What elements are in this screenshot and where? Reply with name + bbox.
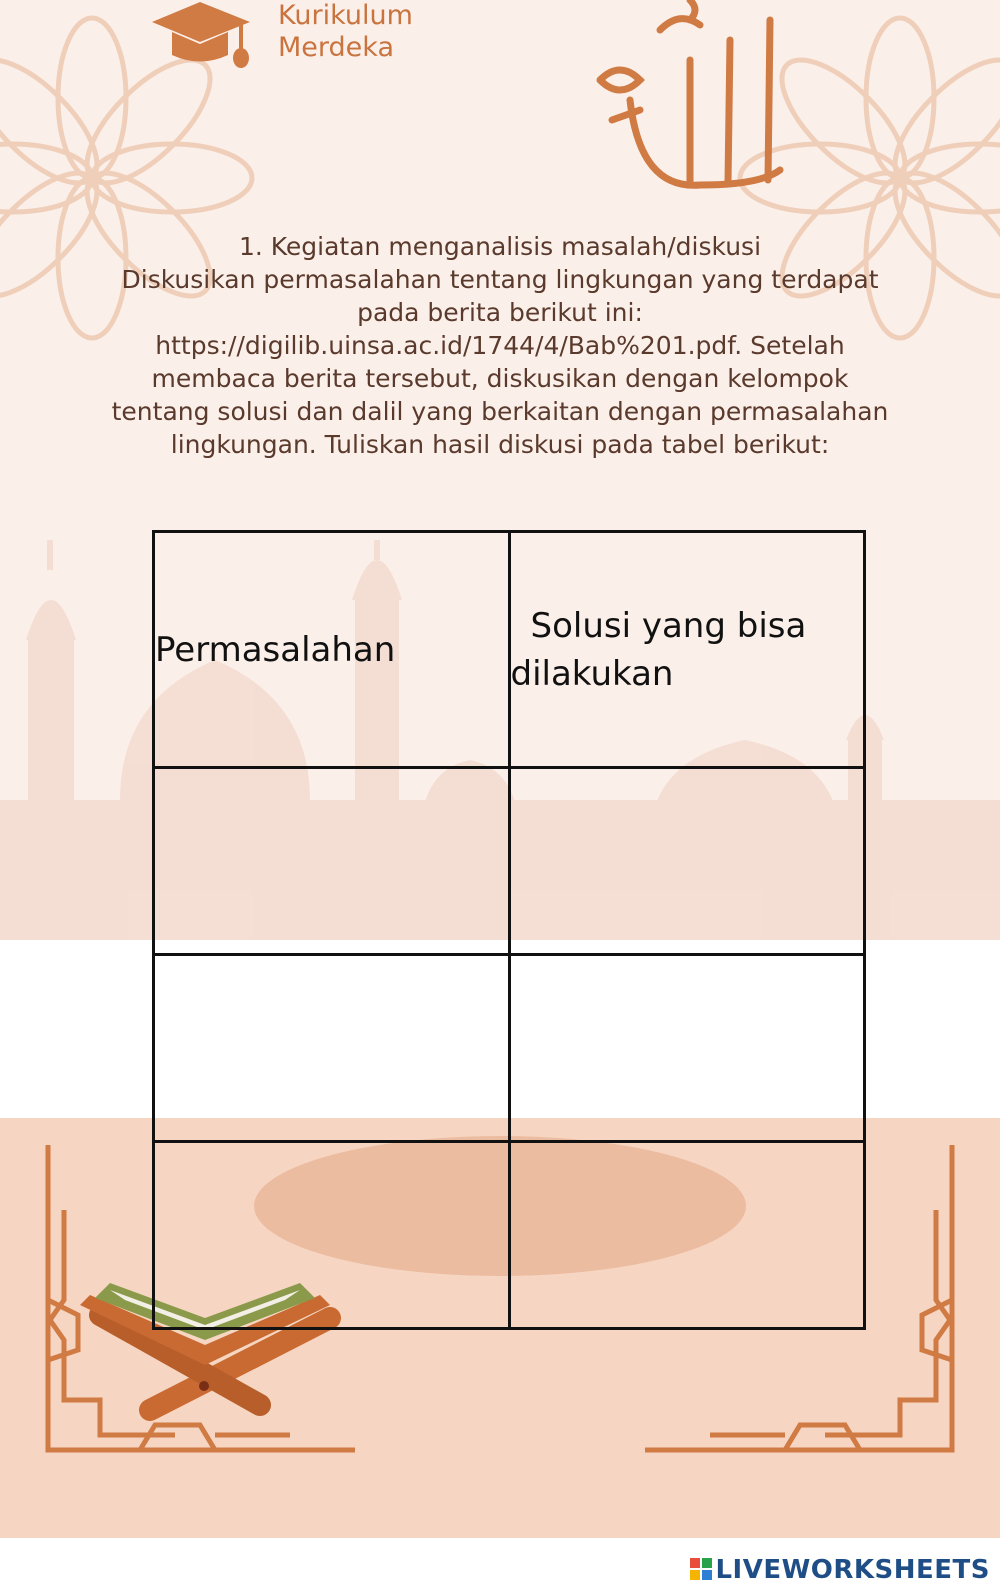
curriculum-label bbox=[278, 0, 438, 64]
answer-cell-problem-2[interactable] bbox=[154, 955, 510, 1142]
answer-cell-solution-1[interactable] bbox=[509, 768, 865, 955]
answer-cell-problem-1[interactable] bbox=[154, 768, 510, 955]
curriculum-label-line2: Merdeka bbox=[278, 32, 394, 63]
header-permasalahan-text: Permasalahan bbox=[155, 629, 396, 670]
liveworksheets-logo[interactable] bbox=[690, 1555, 990, 1585]
answer-cell-solution-2[interactable] bbox=[509, 955, 865, 1142]
table-row bbox=[154, 955, 865, 1142]
liveworksheets-brand: LIVEWORKSHEETS bbox=[715, 1555, 990, 1585]
liveworksheets-mark-icon bbox=[690, 1558, 712, 1580]
instructions bbox=[100, 230, 900, 461]
discussion-table bbox=[152, 530, 866, 1330]
instructions-heading: 1. Kegiatan menganalisis masalah/diskusi bbox=[238, 232, 762, 261]
answer-cell-problem-3[interactable] bbox=[154, 1142, 510, 1329]
curriculum-label-line1: Kurikulum bbox=[278, 0, 413, 31]
table-header-row bbox=[154, 532, 865, 768]
header-permasalahan bbox=[154, 532, 510, 768]
table-row bbox=[154, 768, 865, 955]
header-solusi-line2: dilakukan bbox=[510, 653, 674, 694]
table-row bbox=[154, 1142, 865, 1329]
header-solusi-line1: Solusi yang bisa bbox=[530, 605, 807, 646]
header-solusi bbox=[509, 532, 865, 768]
instructions-body: Diskusikan permasalahan tentang lingkungan yang terdapat pada berita berikut ini: https://digilib.uinsa.ac.id/1744/4/Bab%201.pdf. Setelah membaca berita tersebut, diskusikan dengan kelompok tentang solusi dan dalil yang berkaitan dengan permasalahan lingkungan. Tuliskan hasil diskusi pada tabel berikut: bbox=[111, 265, 889, 459]
answer-cell-solution-3[interactable] bbox=[509, 1142, 865, 1329]
graduation-cap-icon bbox=[152, 2, 250, 68]
